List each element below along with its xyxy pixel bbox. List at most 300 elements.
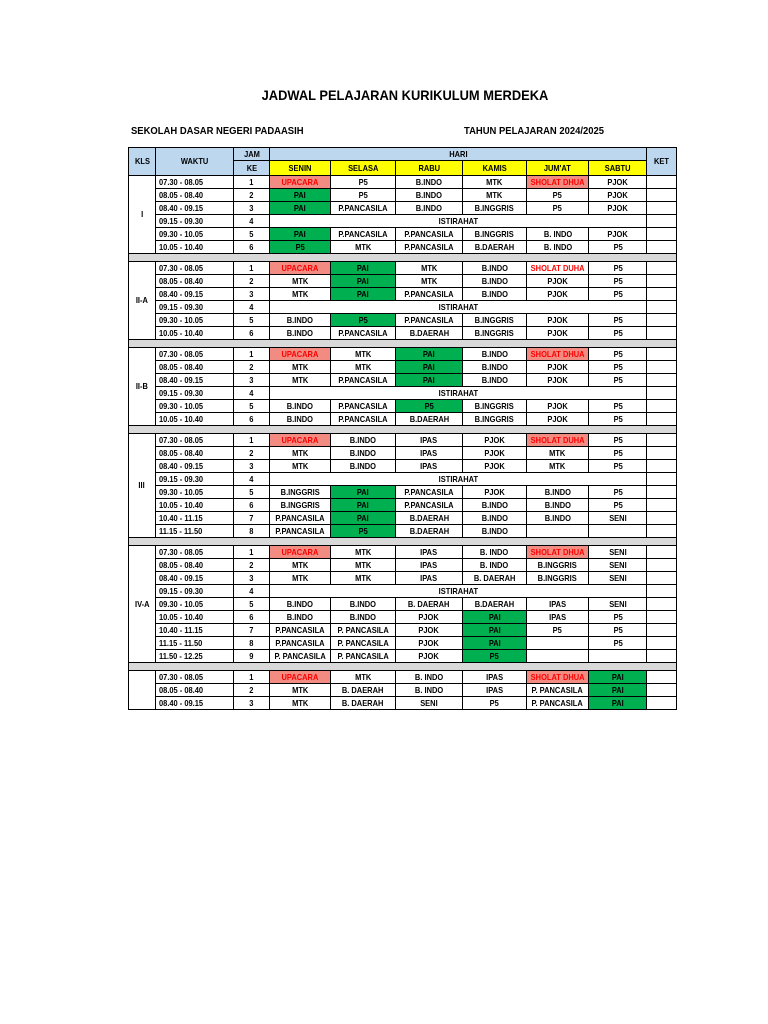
ket-cell <box>647 176 677 189</box>
table-row <box>129 460 677 473</box>
subject-cell: B.DAERAH <box>463 241 527 254</box>
table-row <box>129 486 677 499</box>
subject-cell: MTK <box>331 546 396 559</box>
ket-cell <box>647 585 677 598</box>
subject-cell: IPAS <box>463 684 527 697</box>
subject-cell: P5 <box>589 447 647 460</box>
period-cell: 6 <box>234 327 270 340</box>
period-cell: 1 <box>234 434 270 447</box>
subject-cell: MTK <box>331 348 396 361</box>
subject-cell: SHOLAT DHUA <box>527 671 589 684</box>
period-cell: 2 <box>234 189 270 202</box>
subject-cell: IPAS <box>396 559 463 572</box>
table-row <box>129 348 677 361</box>
ket-cell <box>647 434 677 447</box>
time-cell: 08.40 - 09.15 <box>156 202 234 215</box>
subject-cell: P5 <box>463 697 527 710</box>
ket-cell <box>647 413 677 426</box>
subject-cell: P5 <box>589 637 647 650</box>
subject-cell: PAI <box>331 288 396 301</box>
subject-cell: PJOK <box>527 361 589 374</box>
subject-cell: P5 <box>589 314 647 327</box>
table-row <box>129 241 677 254</box>
time-cell: 07.30 - 08.05 <box>156 671 234 684</box>
subject-cell: B.INDO <box>270 413 331 426</box>
break-cell: ISTIRAHAT <box>270 301 647 314</box>
time-cell: 10.05 - 10.40 <box>156 241 234 254</box>
header-day: JUM'AT <box>527 161 589 176</box>
table-row <box>129 176 677 189</box>
subject-cell: B.INDO <box>270 314 331 327</box>
subject-cell: B.INGGRIS <box>463 202 527 215</box>
subject-cell: MTK <box>331 361 396 374</box>
period-cell: 8 <box>234 525 270 538</box>
subject-cell: P.PANCASILA <box>396 241 463 254</box>
subject-cell: UPACARA <box>270 546 331 559</box>
table-row <box>129 387 677 400</box>
subject-cell: P5 <box>396 400 463 413</box>
subject-cell: B. INDO <box>463 546 527 559</box>
subject-cell: P.PANCASILA <box>331 400 396 413</box>
subject-cell <box>589 650 647 663</box>
subject-cell: B.INDO <box>270 611 331 624</box>
subject-cell: MTK <box>463 176 527 189</box>
period-cell: 3 <box>234 697 270 710</box>
time-cell: 09.15 - 09.30 <box>156 387 234 400</box>
subject-cell: UPACARA <box>270 671 331 684</box>
ket-cell <box>647 671 677 684</box>
subject-cell: B.DAERAH <box>396 413 463 426</box>
ket-cell <box>647 202 677 215</box>
subject-cell: B.INDO <box>463 525 527 538</box>
subject-cell: B.INDO <box>396 202 463 215</box>
time-cell: 09.15 - 09.30 <box>156 301 234 314</box>
table-row <box>129 275 677 288</box>
subject-cell: B.INDO <box>331 434 396 447</box>
subject-cell: B.INGGRIS <box>463 413 527 426</box>
table-row <box>129 559 677 572</box>
subject-cell: SHOLAT DHUA <box>527 348 589 361</box>
subject-cell: PJOK <box>463 434 527 447</box>
header-ket: KET <box>647 148 677 176</box>
subject-cell: IPAS <box>396 447 463 460</box>
academic-year: TAHUN PELAJARAN 2024/2025 <box>464 125 605 137</box>
subject-cell: UPACARA <box>270 348 331 361</box>
subject-cell: MTK <box>527 460 589 473</box>
period-cell: 5 <box>234 228 270 241</box>
subject-cell: MTK <box>270 559 331 572</box>
header-kls: KLS <box>129 148 156 176</box>
time-cell: 08.05 - 08.40 <box>156 361 234 374</box>
time-cell: 09.30 - 10.05 <box>156 228 234 241</box>
subject-cell: IPAS <box>396 460 463 473</box>
subject-cell: MTK <box>270 374 331 387</box>
period-cell: 4 <box>234 215 270 228</box>
ket-cell <box>647 684 677 697</box>
subject-cell <box>589 525 647 538</box>
subject-cell: PAI <box>589 684 647 697</box>
time-cell: 10.05 - 10.40 <box>156 499 234 512</box>
subject-cell: MTK <box>270 447 331 460</box>
subject-cell: IPAS <box>396 546 463 559</box>
time-cell: 10.05 - 10.40 <box>156 611 234 624</box>
break-cell: ISTIRAHAT <box>270 473 647 486</box>
ket-cell <box>647 546 677 559</box>
ket-cell <box>647 499 677 512</box>
table-row <box>129 189 677 202</box>
separator-cell <box>129 426 677 434</box>
subject-cell: B.INDO <box>463 262 527 275</box>
subject-cell: P5 <box>589 348 647 361</box>
period-cell: 8 <box>234 637 270 650</box>
subject-cell: P5 <box>589 611 647 624</box>
subject-cell: SHOLAT DUHA <box>527 262 589 275</box>
table-row <box>129 499 677 512</box>
subject-cell: PJOK <box>396 611 463 624</box>
subject-cell: B.INDO <box>396 176 463 189</box>
class-name: II-B <box>129 348 156 426</box>
time-cell: 08.40 - 09.15 <box>156 697 234 710</box>
subject-cell: PJOK <box>463 460 527 473</box>
ket-cell <box>647 400 677 413</box>
ket-cell <box>647 512 677 525</box>
break-cell: ISTIRAHAT <box>270 585 647 598</box>
separator-row <box>129 254 677 262</box>
table-row <box>129 202 677 215</box>
subject-cell: UPACARA <box>270 176 331 189</box>
time-cell: 09.30 - 10.05 <box>156 400 234 413</box>
table-row <box>129 473 677 486</box>
ket-cell <box>647 288 677 301</box>
subject-cell: B.INGGRIS <box>270 486 331 499</box>
subject-cell: P5 <box>589 241 647 254</box>
subject-cell: P.PANCASILA <box>270 512 331 525</box>
header-day: RABU <box>396 161 463 176</box>
ket-cell <box>647 189 677 202</box>
time-cell: 10.40 - 11.15 <box>156 512 234 525</box>
ket-cell <box>647 460 677 473</box>
subject-cell: P. PANCASILA <box>331 650 396 663</box>
table-row <box>129 327 677 340</box>
header-jam: JAM <box>234 148 270 161</box>
subject-cell: MTK <box>270 288 331 301</box>
separator-row <box>129 340 677 348</box>
subject-cell: PAI <box>331 499 396 512</box>
table-row <box>129 624 677 637</box>
period-cell: 4 <box>234 387 270 400</box>
period-cell: 3 <box>234 288 270 301</box>
subject-cell: P5 <box>331 176 396 189</box>
subject-cell: B.INDO <box>331 447 396 460</box>
ket-cell <box>647 447 677 460</box>
subject-cell: MTK <box>396 262 463 275</box>
subject-cell: P5 <box>589 288 647 301</box>
subject-cell: P5 <box>589 374 647 387</box>
time-cell: 07.30 - 08.05 <box>156 262 234 275</box>
subject-cell: B. INDO <box>463 559 527 572</box>
subject-cell: B.DAERAH <box>396 327 463 340</box>
subject-cell: B. DAERAH <box>396 598 463 611</box>
period-cell: 5 <box>234 314 270 327</box>
period-cell: 2 <box>234 275 270 288</box>
subject-cell: B.DAERAH <box>463 598 527 611</box>
subject-cell: PAI <box>463 624 527 637</box>
subject-cell: PJOK <box>396 637 463 650</box>
subject-cell: P5 <box>331 525 396 538</box>
subject-cell: P5 <box>589 499 647 512</box>
subject-cell: PJOK <box>396 650 463 663</box>
break-cell: ISTIRAHAT <box>270 387 647 400</box>
subject-cell: B.DAERAH <box>396 525 463 538</box>
period-cell: 2 <box>234 447 270 460</box>
separator-row <box>129 426 677 434</box>
subject-cell: P.PANCASILA <box>270 637 331 650</box>
subject-cell: B. DAERAH <box>331 697 396 710</box>
period-cell: 3 <box>234 202 270 215</box>
period-cell: 3 <box>234 572 270 585</box>
time-cell: 10.05 - 10.40 <box>156 327 234 340</box>
table-row <box>129 228 677 241</box>
period-cell: 1 <box>234 671 270 684</box>
subject-cell: MTK <box>331 572 396 585</box>
subject-cell: MTK <box>331 241 396 254</box>
table-row <box>129 598 677 611</box>
subject-cell: P.PANCASILA <box>331 202 396 215</box>
subject-cell: IPAS <box>527 598 589 611</box>
header-day: KAMIS <box>463 161 527 176</box>
period-cell: 3 <box>234 460 270 473</box>
subject-cell: B.INDO <box>270 598 331 611</box>
period-cell: 6 <box>234 413 270 426</box>
subject-cell: PAI <box>331 275 396 288</box>
subject-cell: B.INDO <box>270 400 331 413</box>
table-row <box>129 262 677 275</box>
time-cell: 08.05 - 08.40 <box>156 275 234 288</box>
subject-cell: MTK <box>331 671 396 684</box>
subject-cell: PAI <box>396 374 463 387</box>
subject-cell: SENI <box>589 559 647 572</box>
subject-cell: PJOK <box>463 447 527 460</box>
time-cell: 09.15 - 09.30 <box>156 215 234 228</box>
subject-cell: B.INDO <box>396 189 463 202</box>
subject-cell <box>527 525 589 538</box>
time-cell: 08.05 - 08.40 <box>156 684 234 697</box>
subject-cell: P5 <box>527 189 589 202</box>
period-cell: 6 <box>234 241 270 254</box>
subject-cell: P. PANCASILA <box>527 697 589 710</box>
ket-cell <box>647 301 677 314</box>
time-cell: 08.40 - 09.15 <box>156 288 234 301</box>
table-row <box>129 361 677 374</box>
subject-cell: B. INDO <box>396 684 463 697</box>
ket-cell <box>647 241 677 254</box>
subject-cell: PAI <box>589 697 647 710</box>
separator-row <box>129 663 677 671</box>
ket-cell <box>647 215 677 228</box>
subject-cell: P.PANCASILA <box>396 486 463 499</box>
subject-cell: P5 <box>331 189 396 202</box>
subject-cell: P.PANCASILA <box>331 327 396 340</box>
subject-cell: IPAS <box>396 572 463 585</box>
ket-cell <box>647 650 677 663</box>
time-cell: 09.30 - 10.05 <box>156 598 234 611</box>
subject-cell: MTK <box>270 572 331 585</box>
time-cell: 09.30 - 10.05 <box>156 314 234 327</box>
table-row <box>129 301 677 314</box>
table-row <box>129 585 677 598</box>
header-ke: KE <box>234 161 270 176</box>
time-cell: 09.30 - 10.05 <box>156 486 234 499</box>
subject-cell: PJOK <box>527 314 589 327</box>
ket-cell <box>647 598 677 611</box>
period-cell: 6 <box>234 611 270 624</box>
table-row <box>129 671 677 684</box>
period-cell: 6 <box>234 499 270 512</box>
ket-cell <box>647 275 677 288</box>
subject-cell: SHOLAT DHUA <box>527 546 589 559</box>
table-row <box>129 637 677 650</box>
table-row <box>129 684 677 697</box>
subject-cell: PAI <box>270 189 331 202</box>
subject-cell: P.PANCASILA <box>270 525 331 538</box>
subject-cell: B.INDO <box>527 499 589 512</box>
subject-cell: UPACARA <box>270 434 331 447</box>
subject-cell: B.INDO <box>527 512 589 525</box>
subject-cell: B.INGGRIS <box>463 228 527 241</box>
subject-cell: PAI <box>463 637 527 650</box>
ket-cell <box>647 486 677 499</box>
class-name: I <box>129 176 156 254</box>
time-cell: 08.40 - 09.15 <box>156 460 234 473</box>
time-cell: 08.05 - 08.40 <box>156 447 234 460</box>
subject-cell: B. INDO <box>396 671 463 684</box>
subject-cell: B.INDO <box>331 460 396 473</box>
subject-cell: SENI <box>589 546 647 559</box>
subject-cell: B.INDO <box>270 327 331 340</box>
time-cell: 07.30 - 08.05 <box>156 546 234 559</box>
period-cell: 3 <box>234 374 270 387</box>
subject-cell: P5 <box>463 650 527 663</box>
subject-cell: PJOK <box>396 624 463 637</box>
period-cell: 2 <box>234 361 270 374</box>
table-row <box>129 400 677 413</box>
subject-cell: P. PANCASILA <box>331 624 396 637</box>
subject-cell: PJOK <box>527 400 589 413</box>
subject-cell: IPAS <box>463 671 527 684</box>
subject-cell: PAI <box>270 228 331 241</box>
subject-cell: P.PANCASILA <box>396 499 463 512</box>
subject-cell: PJOK <box>527 327 589 340</box>
subject-cell: P.PANCASILA <box>331 228 396 241</box>
table-row <box>129 374 677 387</box>
period-cell: 1 <box>234 262 270 275</box>
subject-cell: P5 <box>589 275 647 288</box>
table-row <box>129 215 677 228</box>
subject-cell: UPACARA <box>270 262 331 275</box>
subject-cell: P. PANCASILA <box>331 637 396 650</box>
table-row <box>129 447 677 460</box>
subject-cell: MTK <box>270 275 331 288</box>
subject-cell: PAI <box>270 202 331 215</box>
period-cell: 2 <box>234 684 270 697</box>
header-day: SABTU <box>589 161 647 176</box>
subject-cell: PJOK <box>589 176 647 189</box>
subject-cell: MTK <box>527 447 589 460</box>
page-title: JADWAL PELAJARAN KURIKULUM MERDEKA <box>261 87 549 103</box>
subject-cell: PJOK <box>589 202 647 215</box>
subject-cell: PJOK <box>589 189 647 202</box>
ket-cell <box>647 314 677 327</box>
subject-cell: B.INGGRIS <box>270 499 331 512</box>
ket-cell <box>647 611 677 624</box>
subject-cell: SENI <box>589 598 647 611</box>
time-cell: 11.15 - 11.50 <box>156 637 234 650</box>
table-row <box>129 314 677 327</box>
subject-cell: B. INDO <box>527 228 589 241</box>
time-cell: 09.15 - 09.30 <box>156 585 234 598</box>
table-row <box>129 525 677 538</box>
class-name: IV-A <box>129 546 156 663</box>
period-cell: 4 <box>234 585 270 598</box>
table-row <box>129 572 677 585</box>
class-name: II-A <box>129 262 156 340</box>
period-cell: 9 <box>234 650 270 663</box>
subject-cell: MTK <box>270 460 331 473</box>
table-row <box>129 697 677 710</box>
ket-cell <box>647 572 677 585</box>
period-cell: 1 <box>234 546 270 559</box>
subject-cell: SENI <box>396 697 463 710</box>
ket-cell <box>647 559 677 572</box>
header-hari: HARI <box>270 148 647 161</box>
separator-cell <box>129 340 677 348</box>
subject-cell: P5 <box>589 327 647 340</box>
time-cell: 07.30 - 08.05 <box>156 434 234 447</box>
subject-cell: B.INDO <box>331 598 396 611</box>
subject-cell: P.PANCASILA <box>331 413 396 426</box>
subject-cell: P5 <box>270 241 331 254</box>
ket-cell <box>647 361 677 374</box>
time-cell: 10.05 - 10.40 <box>156 413 234 426</box>
school-name: SEKOLAH DASAR NEGERI PADAASIH <box>131 125 304 137</box>
ket-cell <box>647 387 677 400</box>
subject-cell: P5 <box>527 624 589 637</box>
subject-cell: B.INDO <box>331 611 396 624</box>
separator-cell <box>129 663 677 671</box>
table-row <box>129 650 677 663</box>
subject-cell: B.INDO <box>463 361 527 374</box>
subject-cell: B.INGGRIS <box>527 572 589 585</box>
table-row <box>129 288 677 301</box>
subject-cell: SHOLAT DHUA <box>527 176 589 189</box>
period-cell: 4 <box>234 301 270 314</box>
ket-cell <box>647 327 677 340</box>
subject-cell: P.PANCASILA <box>396 228 463 241</box>
subject-cell: PJOK <box>589 228 647 241</box>
subject-cell <box>527 637 589 650</box>
time-cell: 10.40 - 11.15 <box>156 624 234 637</box>
ket-cell <box>647 348 677 361</box>
table-row <box>129 413 677 426</box>
subject-cell: MTK <box>270 361 331 374</box>
time-cell: 08.05 - 08.40 <box>156 559 234 572</box>
subject-cell: P5 <box>589 262 647 275</box>
subject-cell: PAI <box>331 512 396 525</box>
period-cell: 2 <box>234 559 270 572</box>
subject-cell: B. DAERAH <box>331 684 396 697</box>
subject-cell: B.INGGRIS <box>463 327 527 340</box>
ket-cell <box>647 697 677 710</box>
